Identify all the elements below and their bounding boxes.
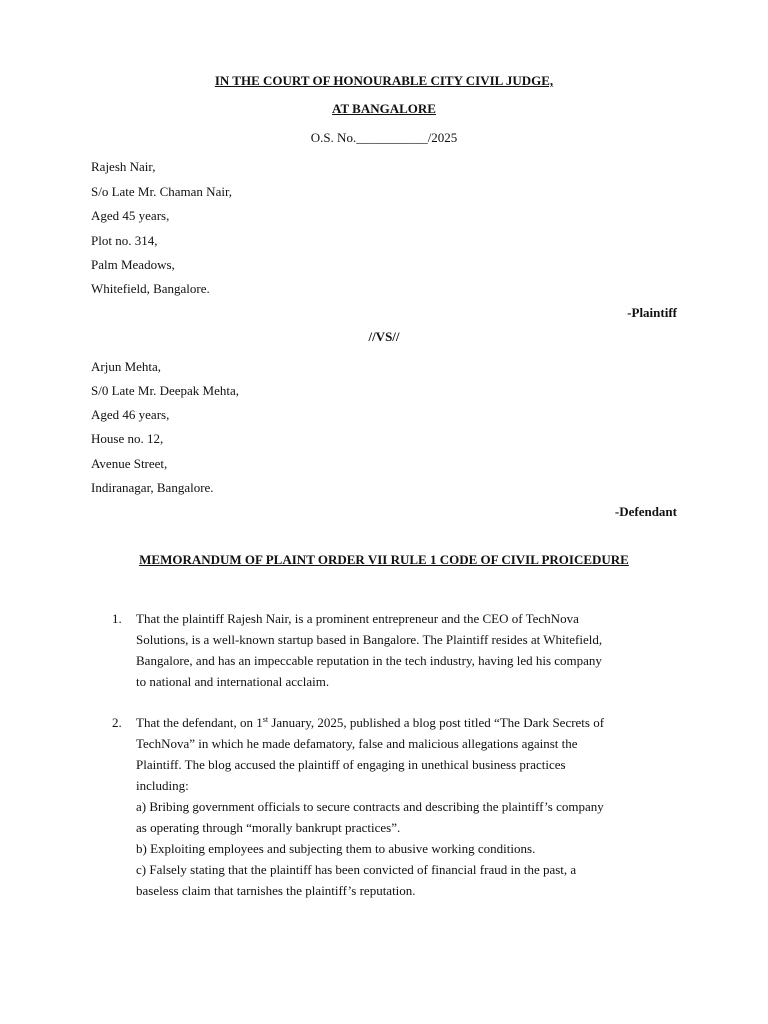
paragraph-line: as operating through “morally bankrupt practices”.: [136, 820, 401, 835]
defendant-line: Indiranagar, Bangalore.: [91, 480, 214, 495]
plaintiff-line: Rajesh Nair,: [91, 159, 156, 174]
defendant-line: Arjun Mehta,: [91, 359, 162, 374]
versus-label: //VS//: [368, 329, 400, 344]
plaintiff-label: -Plaintiff: [627, 305, 677, 320]
paragraph-line: a) Bribing government officials to secure contracts and describing the plaintiff’s company: [136, 799, 604, 814]
paragraph-line: TechNova” in which he made defamatory, false and malicious allegations against the: [136, 736, 578, 751]
plaintiff-line: Aged 45 years,: [91, 208, 170, 223]
court-place: AT BANGALORE: [332, 101, 436, 116]
plaintiff-line: Palm Meadows,: [91, 257, 175, 272]
paragraph-line: c) Falsely stating that the plaintiff has been convicted of financial fraud in the past, a: [136, 862, 577, 877]
paragraph-line: b) Exploiting employees and subjecting them to abusive working conditions.: [136, 841, 536, 856]
paragraph-line: Solutions, is a well-known startup based in Bangalore. The Plaintiff resides at Whitefield,: [136, 632, 603, 647]
paragraph-number: 2.: [112, 715, 122, 730]
paragraph-line: to national and international acclaim.: [136, 674, 330, 689]
paragraph-line: including:: [136, 778, 189, 793]
paragraph-line: Plaintiff. The blog accused the plaintiff of engaging in unethical business practices: [136, 757, 566, 772]
defendant-line: Avenue Street,: [91, 456, 168, 471]
ordinal-superscript: st: [262, 715, 269, 724]
paragraph-line: Bangalore, and has an impeccable reputation in the tech industry, having led his company: [136, 653, 602, 668]
defendant-line: S/0 Late Mr. Deepak Mehta,: [91, 383, 240, 398]
paragraph-line: That the plaintiff Rajesh Nair, is a prominent entrepreneur and the CEO of TechNova: [136, 611, 579, 626]
court-heading: IN THE COURT OF HONOURABLE CITY CIVIL JUDGE,: [214, 73, 554, 88]
paragraph-2: [136, 712, 696, 901]
plaintiff-line: Plot no. 314,: [91, 233, 158, 248]
paragraph-1: [136, 608, 696, 692]
defendant-line: Aged 46 years,: [91, 407, 170, 422]
paragraph-first-line: That the defendant, on 1st January, 2025, published a blog post titled “The Dark Secrets of: [136, 715, 605, 730]
defendant-label: -Defendant: [614, 504, 677, 519]
plaintiff-line: Whitefield, Bangalore.: [91, 281, 210, 296]
case-number: O.S. No.___________/2025: [310, 130, 458, 145]
memorandum-title: MEMORANDUM OF PLAINT ORDER VII RULE 1 CODE OF CIVIL PROICEDURE: [139, 552, 629, 567]
paragraph-line: baseless claim that tarnishes the plaintiff’s reputation.: [136, 883, 416, 898]
plaintiff-line: S/o Late Mr. Chaman Nair,: [91, 184, 233, 199]
defendant-line: House no. 12,: [91, 431, 164, 446]
paragraph-number: 1.: [112, 611, 122, 626]
